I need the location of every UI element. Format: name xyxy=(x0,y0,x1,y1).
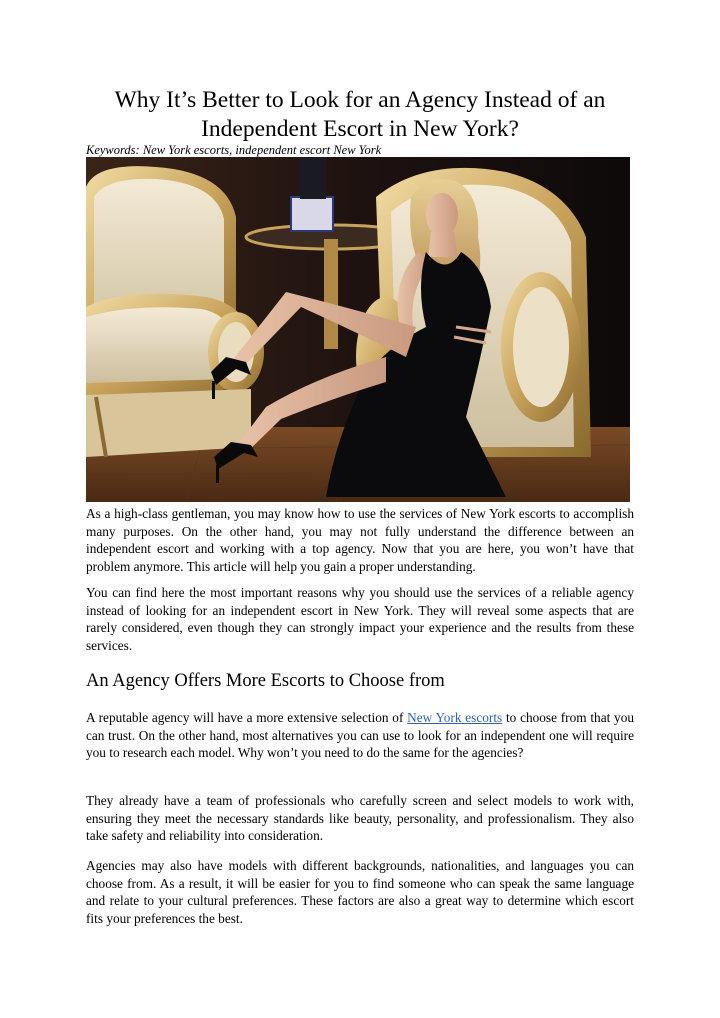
section-paragraph-2: They already have a team of professionals who carefully screen and select models to work with, ensuring they meet the necessary standards like beauty, personality, and professionalism. They also take safety and reliability into consideration. xyxy=(86,793,634,843)
keywords-line: Keywords: New York escorts, independent escort New York xyxy=(86,143,382,157)
photo-illustration xyxy=(86,157,630,502)
document-title: Why It’s Better to Look for an Agency Instead of an Independent Escort in New York? xyxy=(114,87,606,142)
article-photo xyxy=(86,157,630,502)
section-heading: An Agency Offers More Escorts to Choose from xyxy=(86,671,445,691)
section-paragraph-1-end: to choose from that you can trust. On the other hand, most alternatives you can use to look for an independent one will require you to research each model. Why won’t you need to do the same for the agencies? xyxy=(86,710,634,760)
section-paragraph-1-start: A reputable agency will have a more extensive selection of xyxy=(86,710,408,725)
new-york-escorts-link[interactable]: New York escorts xyxy=(407,710,503,725)
section-paragraph-1 xyxy=(86,709,634,762)
intro-paragraph-2: You can find here the most important reasons why you should use the services of a reliable agency instead of looking for an independent escort in New York. They will reveal some aspects that are rarely considered, even though they can strongly impact your experience and the results from these services. xyxy=(86,585,634,653)
intro-paragraph-1: As a high-class gentleman, you may know how to use the services of New York escorts to accomplish many purposes. On the other hand, you may not fully understand the difference between an independent escort and working with a top agency. Now that you are here, you won’t have that problem anymore. This article will help you gain a proper understanding. xyxy=(86,506,634,574)
section-paragraph-3: Agencies may also have models with different backgrounds, nationalities, and languages you can choose from. As a result, it will be easier for you to find someone who can speak the same language and relate to your cultural preferences. These factors are also a great way to determine which escort fits your preferences the best. xyxy=(86,858,634,926)
